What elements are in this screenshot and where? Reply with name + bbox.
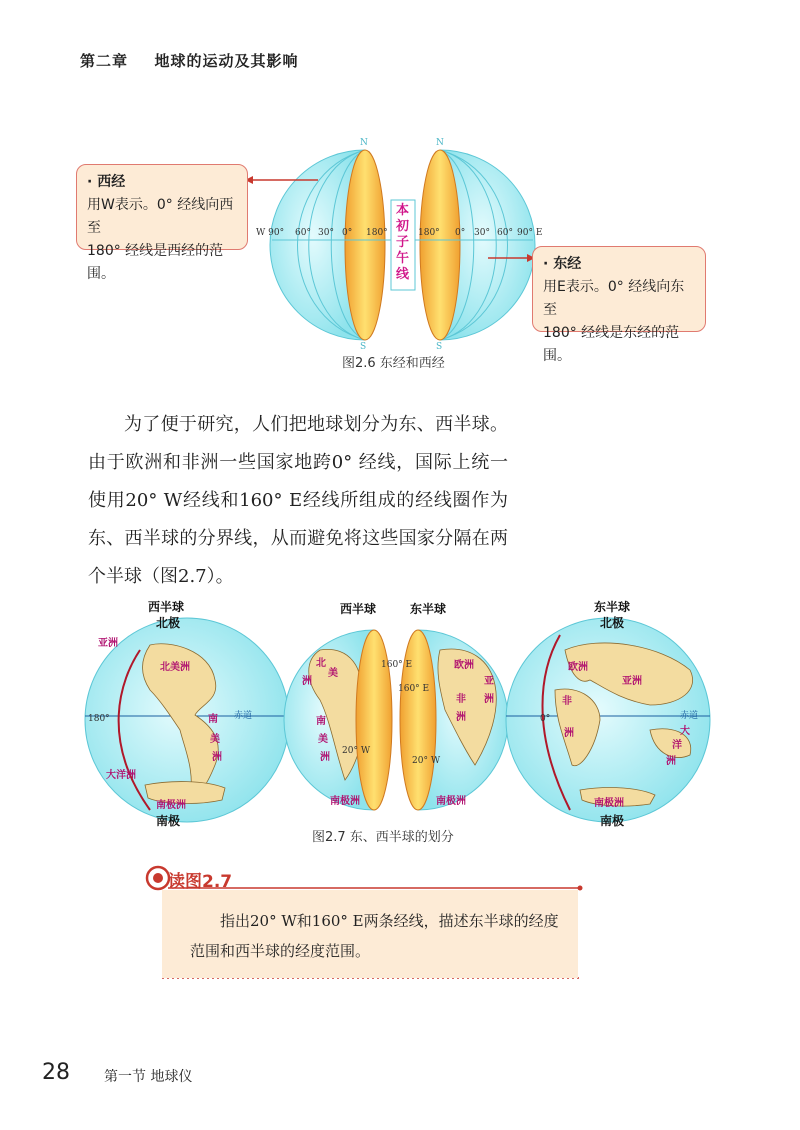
left-globe-title: 西半球 <box>148 600 185 614</box>
west-tick-60: 60° <box>295 228 311 238</box>
chapter-number: 第二章 <box>80 52 129 70</box>
body-paragraph <box>88 406 508 596</box>
label-oceania-1: 大 <box>680 726 690 737</box>
east-callout-line1: 用E表示。0° 经线向东至 <box>543 279 685 318</box>
east-pole-n: N <box>436 138 444 148</box>
label-europe-right: 欧洲 <box>568 662 588 673</box>
center-deg-2: 160° E <box>398 684 430 694</box>
center-label-2: 美 <box>328 668 338 679</box>
center-label-5: 美 <box>318 734 328 745</box>
paragraph-text: 为了便于研究，人们把地球划分为东、西半球。由于欧洲和非洲一些国家地跨0° 经线，国际上统一使用20° W经线和160° E经线所组成的经线圈作为东、西半球的分界线，从而避免将这些国家分隔在两个半球（图2.7）。 <box>88 414 508 587</box>
west-tick-0: 0° <box>342 228 353 238</box>
east-meridian-face <box>420 150 460 340</box>
center-east-face <box>400 630 436 810</box>
label-asia-left: 亚洲 <box>98 638 118 649</box>
east-longitude-callout <box>532 246 706 364</box>
label-asia-right: 亚洲 <box>622 676 642 687</box>
west-callout-title: · 西经 <box>87 174 126 190</box>
center-title-west: 西半球 <box>340 602 377 616</box>
label-africa-1: 非 <box>562 696 572 707</box>
east-tick-0: 0° <box>455 228 466 238</box>
west-longitude-callout <box>76 164 248 282</box>
right-globe-south: 南极 <box>600 814 625 828</box>
figure-2-7-caption: 图2.7 东、西半球的划分 <box>312 830 454 845</box>
label-equator-left: 赤道 <box>234 711 253 721</box>
left-globe-north: 北极 <box>156 616 181 630</box>
east-callout-line2: 180° 经线是东经的范围。 <box>543 325 680 364</box>
center-deg-3: 20° W <box>342 746 371 756</box>
center-label-11: 非 <box>456 694 466 705</box>
center-deg-4: 20° W <box>412 756 441 766</box>
label-north-america: 北美洲 <box>160 662 190 673</box>
center-label-9: 亚 <box>484 676 494 687</box>
east-tick-30: 30° <box>474 228 490 238</box>
prime-meridian-label: 本初子午线 <box>396 203 410 282</box>
center-label-8: 欧洲 <box>454 660 474 671</box>
read-box-text: 指出20° W和160° E两条经线，描述东半球的经度范围和西半球的经度范围。 <box>190 912 559 960</box>
left-globe-south: 南极 <box>156 814 181 828</box>
label-oceania-left: 大洋洲 <box>106 770 136 781</box>
center-title-east: 东半球 <box>410 602 447 616</box>
west-tick-180: 180° <box>366 228 388 238</box>
read-box-title: 读图2.7 <box>168 872 233 892</box>
center-label-4: 南 <box>316 716 326 727</box>
right-globe-title: 东半球 <box>594 600 631 614</box>
label-equator-right: 赤道 <box>680 711 699 721</box>
east-tick-180: 180° <box>418 228 440 238</box>
label-oceania-3: 洲 <box>666 756 676 767</box>
west-meridian-face <box>345 150 385 340</box>
east-tick-90: 90° E <box>517 228 543 238</box>
label-africa-2: 洲 <box>564 728 574 739</box>
center-label-7: 南极洲 <box>330 796 360 807</box>
center-label-3: 洲 <box>302 676 312 687</box>
west-callout-line1: 用W表示。0° 经线向西至 <box>87 197 234 236</box>
west-pole-n: N <box>360 138 368 148</box>
east-tick-60: 60° <box>497 228 513 238</box>
east-callout-title: · 东经 <box>543 256 582 272</box>
label-oceania-2: 洋 <box>672 740 682 751</box>
center-label-1: 北 <box>316 658 326 669</box>
center-label-10: 洲 <box>484 694 494 705</box>
figure-2-6-caption: 图2.6 东经和西经 <box>342 356 445 371</box>
west-callout-line2: 180° 经线是西经的范围。 <box>87 243 224 282</box>
label-south-1: 南 <box>208 714 218 725</box>
label-south-3: 洲 <box>212 752 222 763</box>
label-south-2: 美 <box>210 734 220 745</box>
label-antarctica-right: 南极洲 <box>594 798 624 809</box>
right-globe-degree: 0° <box>540 714 551 724</box>
center-label-6: 洲 <box>320 752 330 763</box>
right-globe-north: 北极 <box>600 616 625 630</box>
center-label-12: 洲 <box>456 712 466 723</box>
east-pole-s: S <box>436 342 443 352</box>
left-globe-degree: 180° <box>88 714 110 724</box>
center-label-13: 南极洲 <box>436 796 466 807</box>
west-tick-90: W 90° <box>256 228 285 238</box>
page-number: 28 <box>42 1060 70 1085</box>
footer-section: 第一节 地球仪 <box>104 1069 193 1085</box>
center-west-face <box>356 630 392 810</box>
chapter-title: 地球的运动及其影响 <box>154 52 299 70</box>
west-tick-30: 30° <box>318 228 334 238</box>
label-antarctica-left: 南极洲 <box>156 800 186 811</box>
west-pole-s: S <box>360 342 367 352</box>
center-deg-1: 160° E <box>381 660 413 670</box>
